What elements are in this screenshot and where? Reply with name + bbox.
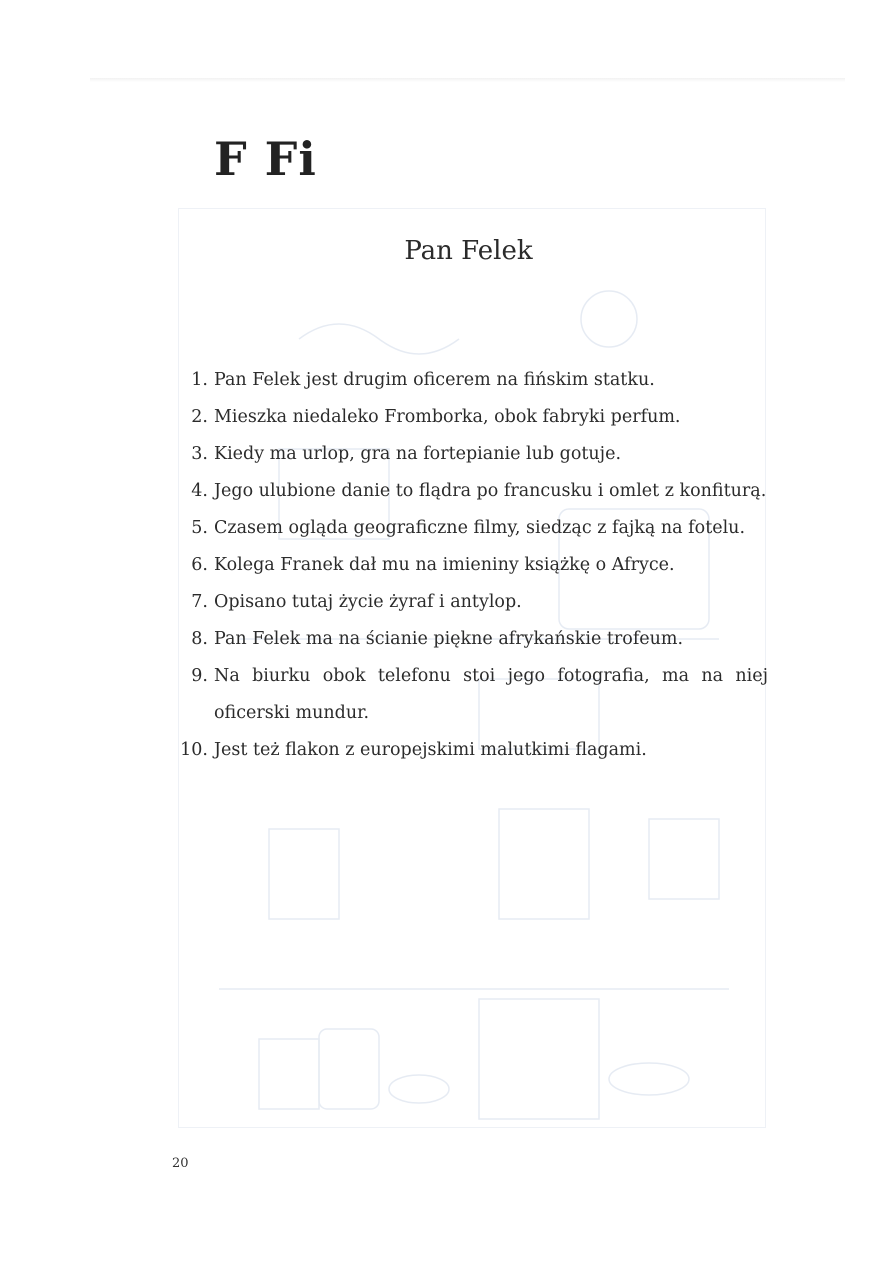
list-item bbox=[178, 510, 768, 547]
item-number: 10. bbox=[180, 740, 208, 760]
list-item bbox=[178, 473, 768, 510]
item-text: Pan Felek jest drugim oficerem na fińskim statku. bbox=[214, 370, 655, 390]
item-number: 9. bbox=[191, 666, 208, 686]
item-text: Kiedy ma urlop, gra na fortepianie lub gotuje. bbox=[214, 444, 622, 464]
item-text: Opisano tutaj życie żyraf i antylop. bbox=[214, 592, 522, 612]
list-item bbox=[178, 732, 768, 769]
item-number: 1. bbox=[191, 370, 208, 390]
item-text: Na biurku obok telefonu stoi jego fotografia, ma na niej oficerski mundur. bbox=[214, 666, 768, 723]
list-item bbox=[178, 621, 768, 658]
item-text: Jego ulubione danie to flądra po francusku i omlet z konfiturą. bbox=[214, 481, 767, 501]
item-number: 2. bbox=[191, 407, 208, 427]
story-title: Pan Felek bbox=[404, 236, 533, 266]
list-item bbox=[178, 399, 768, 436]
item-text: Pan Felek ma na ścianie piękne afrykańskie trofeum. bbox=[214, 629, 684, 649]
list-item bbox=[178, 436, 768, 473]
sentence-list bbox=[178, 362, 768, 769]
item-text: Kolega Franek dał mu na imieniny książkę o Afryce. bbox=[214, 555, 675, 575]
item-number: 4. bbox=[191, 481, 208, 501]
list-item bbox=[178, 547, 768, 584]
item-number: 5. bbox=[191, 518, 208, 538]
item-number: 8. bbox=[191, 629, 208, 649]
item-number: 3. bbox=[191, 444, 208, 464]
scan-edge bbox=[90, 78, 845, 82]
list-item bbox=[178, 362, 768, 399]
item-text: Jest też flakon z europejskimi malutkimi flagami. bbox=[214, 740, 647, 760]
letter-heading: F Fi bbox=[214, 132, 317, 186]
item-text: Czasem ogląda geograficzne filmy, siedząc z fajką na fotelu. bbox=[214, 518, 746, 538]
page-number: 20 bbox=[172, 1156, 189, 1171]
list-item bbox=[178, 658, 768, 732]
item-number: 7. bbox=[191, 592, 208, 612]
item-text: Mieszka niedaleko Fromborka, obok fabryki perfum. bbox=[214, 407, 681, 427]
item-number: 6. bbox=[191, 555, 208, 575]
list-item bbox=[178, 584, 768, 621]
